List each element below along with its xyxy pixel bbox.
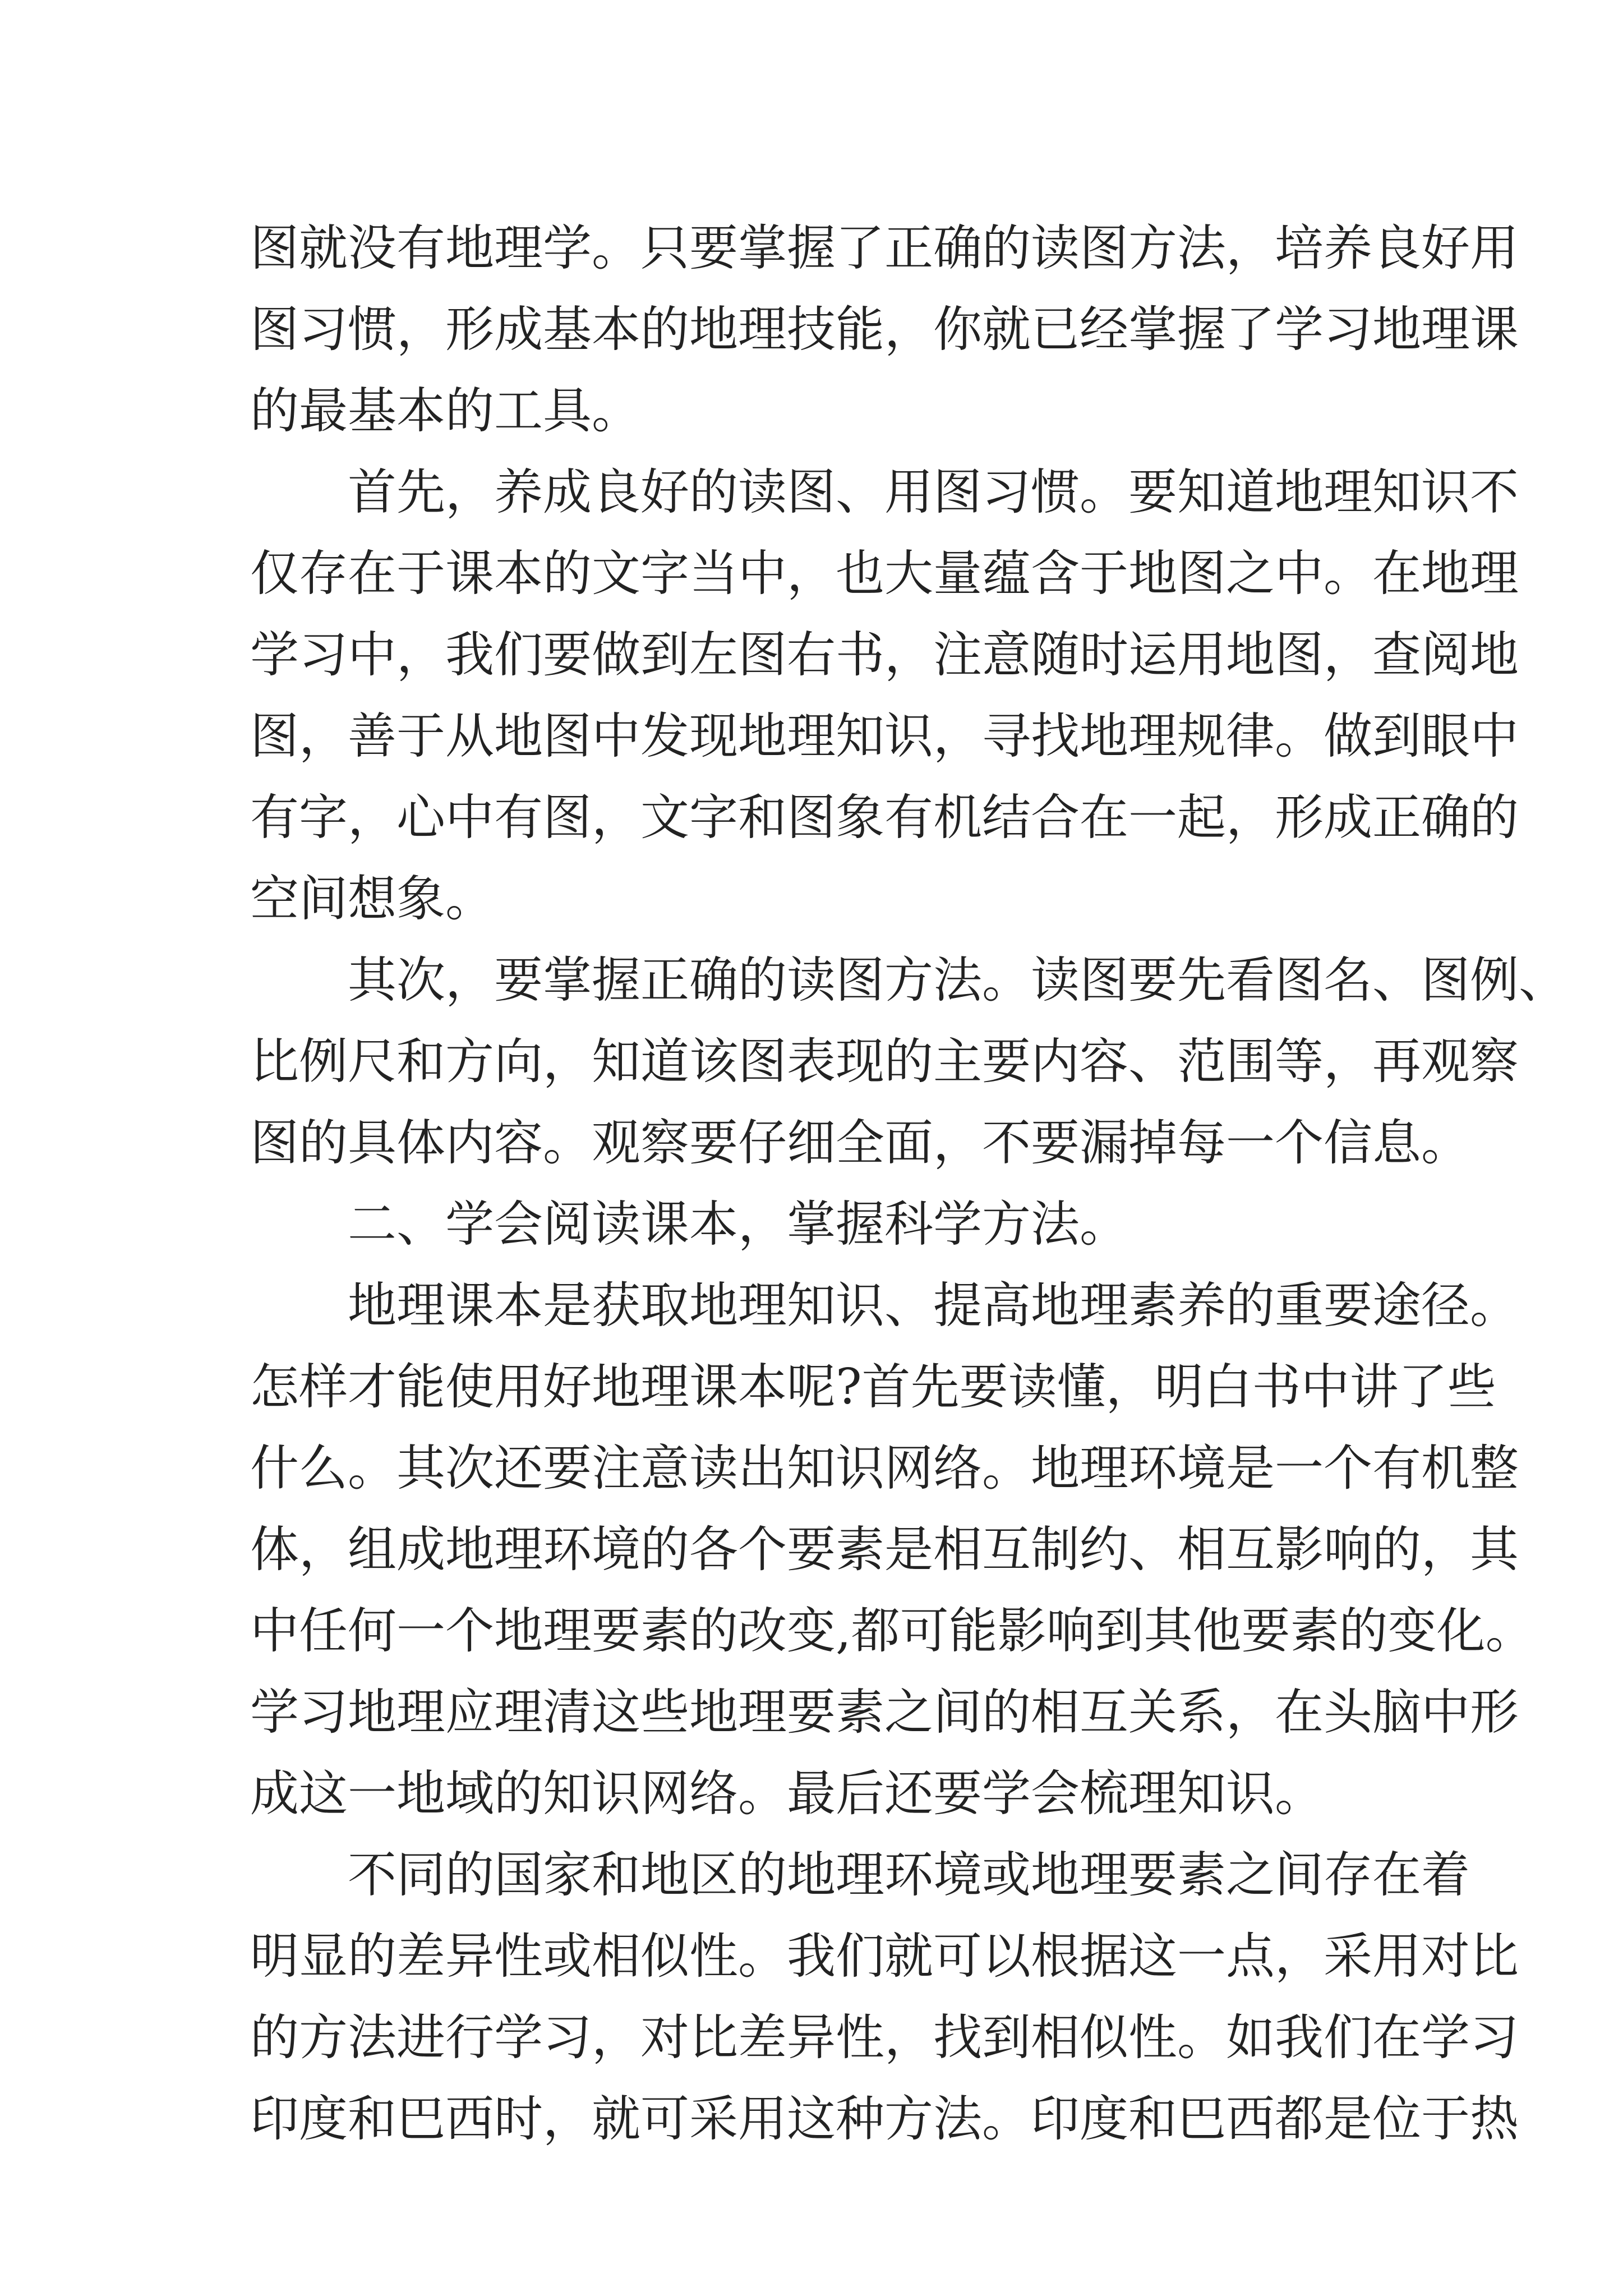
text-line: 图，善于从地图中发现地理知识，寻找地理规律。做到眼中: [250, 707, 1519, 765]
text-line: 怎样才能使用好地理课本呢?首先要读懂，明白书中讲了些: [250, 1358, 1496, 1415]
paragraph-first-line: 其次，要掌握正确的读图方法。读图要先看图名、图例、: [348, 951, 1567, 1009]
section-heading: 二、学会阅读课本，掌握科学方法。: [348, 1195, 1128, 1253]
text-line: 成这一地域的知识网络。最后还要学会梳理知识。: [250, 1765, 1324, 1822]
paragraph-first-line: 首先，养成良好的读图、用图习惯。要知道地理知识不: [348, 463, 1519, 521]
text-line: 中任何一个地理要素的改变,都可能影响到其他要素的变化。: [250, 1602, 1534, 1659]
text-line: 的方法进行学习，对比差异性，找到相似性。如我们在学习: [250, 2009, 1519, 2066]
text-line: 图的具体内容。观察要仔细全面，不要漏掉每一个信息。: [250, 1114, 1470, 1171]
text-line: 仅存在于课本的文字当中，也大量蕴含于地图之中。在地理: [250, 545, 1519, 602]
text-line: 体，组成地理环境的各个要素是相互制约、相互影响的，其: [250, 1521, 1519, 1578]
document-body: [250, 208, 1567, 2160]
text-line: 图习惯，形成基本的地理技能，你就已经掌握了学习地理课: [250, 301, 1519, 358]
text-line: 的最基本的工具。: [250, 382, 640, 439]
paragraph-first-line: 不同的国家和地区的地理环境或地理要素之间存在着: [348, 1846, 1470, 1903]
text-line: 有字，心中有图，文字和图象有机结合在一起，形成正确的: [250, 789, 1519, 846]
paragraph-first-line: 地理课本是获取地理知识、提高地理素养的重要途径。: [348, 1277, 1519, 1334]
text-line: 图就没有地理学。只要掌握了正确的读图方法，培养良好用: [250, 219, 1519, 277]
text-line: 什么。其次还要注意读出知识网络。地理环境是一个有机整: [250, 1439, 1519, 1497]
text-line: 学习地理应理清这些地理要素之间的相互关系，在头脑中形: [250, 1683, 1519, 1741]
text-line: 印度和巴西时，就可采用这种方法。印度和巴西都是位于热: [250, 2090, 1519, 2147]
text-line: 明显的差异性或相似性。我们就可以根据这一点，采用对比: [250, 1927, 1519, 1985]
text-line: 比例尺和方向，知道该图表现的主要内容、范围等，再观察: [250, 1033, 1519, 1090]
text-line: 学习中，我们要做到左图右书，注意随时运用地图，查阅地: [250, 626, 1519, 683]
text-line: 空间想象。: [250, 870, 494, 927]
